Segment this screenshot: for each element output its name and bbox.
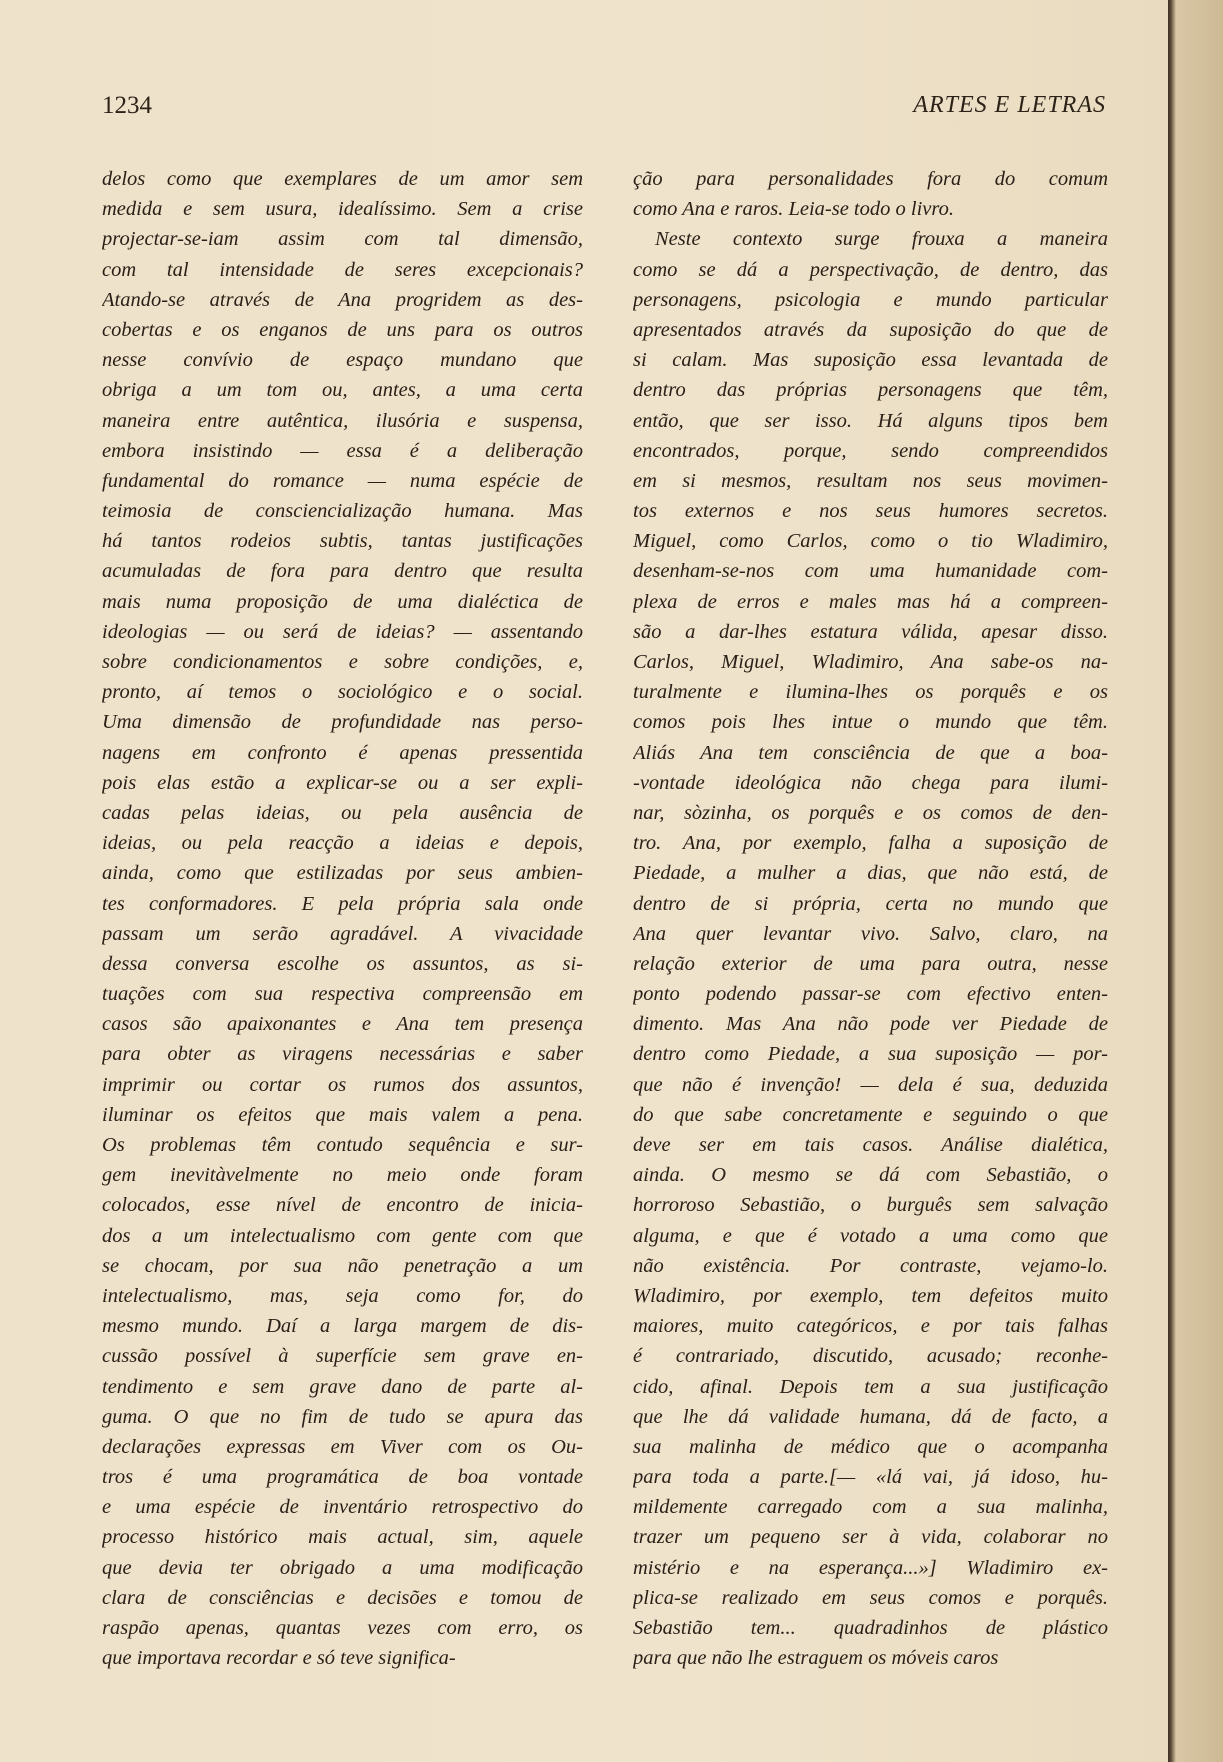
text-line: nagens em confronto é apenas pressentida [102, 741, 583, 764]
text-line: embora insistindo — essa é a deliberação [102, 439, 583, 462]
text-line: nar, sòzinha, os porquês e os comos de den- [633, 801, 1108, 824]
text-line: mais numa proposição de uma dialéctica de [102, 590, 583, 613]
text-line: dos a um intelectualismo com gente com que [102, 1224, 583, 1247]
text-line: projectar-se-iam assim com tal dimensão, [102, 228, 583, 251]
text-line: em si mesmos, resultam nos seus movimen- [633, 469, 1108, 492]
text-line: ideologias — ou será de ideias? — assentando [102, 620, 583, 643]
text-line: maneira entre autêntica, ilusória e suspensa, [102, 409, 583, 432]
text-line: não existência. Por contraste, vejamo-lo. [633, 1254, 1108, 1277]
text-line: clara de consciências e decisões e tomou de [102, 1586, 583, 1609]
text-line: declarações expressas em Viver com os Ou- [102, 1435, 583, 1458]
text-line: que lhe dá validade humana, dá de facto, a [633, 1405, 1108, 1428]
text-line: ideias, ou pela reacção a ideias e depois, [102, 832, 583, 855]
text-line: e uma espécie de inventário retrospectivo do [102, 1496, 583, 1519]
left-text-column [102, 164, 583, 1684]
text-line: mistério e na esperança...»] Wladimiro ex- [633, 1556, 1108, 1579]
text-line: delos como que exemplares de um amor sem [102, 168, 583, 190]
text-line: Aliás Ana tem consciência de que a boa- [633, 741, 1108, 764]
text-line: Neste contexto surge frouxa a maneira [655, 228, 1108, 251]
text-line: comos pois lhes intue o mundo que têm. [633, 711, 1108, 734]
text-line: mildemente carregado com a sua malinha, [633, 1496, 1108, 1519]
text-line: dentro das próprias personagens que têm, [633, 379, 1108, 402]
text-line: -vontade ideológica não chega para ilumi- [633, 771, 1108, 794]
text-line: maiores, muito categóricos, e por tais falhas [633, 1315, 1108, 1338]
text-line: como Ana e raros. Leia-se todo o livro. [633, 198, 954, 221]
text-line: iluminar os efeitos que mais valem a pena. [102, 1103, 583, 1126]
text-line: Piedade, a mulher a dias, que não está, de [633, 862, 1108, 885]
text-line: encontrados, porque, sendo compreendidos [633, 439, 1108, 462]
text-line: cido, afinal. Depois tem a sua justificação [633, 1375, 1108, 1398]
text-line: obriga a um tom ou, antes, a uma certa [102, 379, 583, 402]
text-line: para toda a parte.[— «lá vai, já idoso, hu- [633, 1466, 1108, 1489]
text-line: ainda. O mesmo se dá com Sebastião, o [633, 1164, 1108, 1187]
text-line: com tal intensidade de seres excepcionais? [102, 258, 583, 281]
right-text-column [633, 164, 1108, 1684]
page-header [102, 92, 1106, 126]
text-line: Atando-se através de Ana progridem as des- [102, 288, 583, 311]
text-line: para que não lhe estraguem os móveis caros [633, 1647, 999, 1670]
text-line: que devia ter obrigado a uma modificação [102, 1556, 583, 1579]
text-line: se chocam, por sua não penetração a um [102, 1254, 583, 1277]
text-line: tros é uma programática de boa vontade [102, 1466, 583, 1489]
text-line: tro. Ana, por exemplo, falha a suposição de [633, 832, 1108, 855]
text-line: apresentados através da suposição do que de [633, 318, 1108, 341]
text-line: deve ser em tais casos. Análise dialética, [633, 1134, 1108, 1156]
text-line: mesmo mundo. Daí a larga margem de dis- [102, 1315, 583, 1338]
running-title: ARTES E LETRAS [913, 92, 1106, 118]
text-line: ainda, como que estilizadas por seus ambien- [102, 862, 583, 885]
text-line: turalmente e ilumina-lhes os porquês e os [633, 681, 1108, 704]
text-line: Carlos, Miguel, Wladimiro, Ana sabe-os na- [633, 651, 1108, 673]
text-line: horroroso Sebastião, o burguês sem salvação [633, 1194, 1108, 1217]
text-line: que não é invenção! — dela é sua, deduzida [633, 1073, 1108, 1096]
text-line: Os problemas têm contudo sequência e sur- [102, 1134, 583, 1156]
text-line: dimento. Mas Ana não pode ver Piedade de [633, 1013, 1108, 1036]
text-line: é contrariado, discutido, acusado; reconhe- [633, 1345, 1108, 1368]
text-line: Ana quer levantar vivo. Salvo, claro, na [633, 922, 1108, 945]
text-line: sobre condicionamentos e sobre condições, e, [102, 651, 583, 673]
text-line: passam um serão agradável. A vivacidade [102, 922, 583, 945]
text-line: Wladimiro, por exemplo, tem defeitos muito [633, 1284, 1108, 1307]
text-line: Uma dimensão de profundidade nas perso- [102, 711, 583, 734]
text-line: gem inevitàvelmente no meio onde foram [102, 1164, 583, 1187]
text-line: então, que ser isso. Há alguns tipos bem [633, 409, 1108, 432]
text-line: trazer um pequeno ser à vida, colaborar no [633, 1526, 1108, 1549]
text-line: cadas pelas ideias, ou pela ausência de [102, 801, 583, 824]
text-line: do que sabe concretamente e seguindo o que [633, 1103, 1108, 1126]
text-line: cobertas e os enganos de uns para os outros [102, 318, 583, 341]
text-line: raspão apenas, quantas vezes com erro, os [102, 1617, 583, 1639]
text-line: como se dá a perspectivação, de dentro, das [633, 258, 1108, 281]
text-line: acumuladas de fora para dentro que resulta [102, 560, 583, 583]
text-line: casos são apaixonantes e Ana tem presença [102, 1013, 583, 1036]
text-line: alguma, e que é votado a uma como que [633, 1224, 1108, 1247]
text-line: tuações com sua respectiva compreensão em [102, 983, 583, 1006]
text-line: guma. O que no fim de tudo se apura das [102, 1405, 583, 1428]
text-line: medida e sem usura, idealíssimo. Sem a crise [102, 198, 583, 221]
text-line: pois elas estão a explicar-se ou a ser expli- [102, 771, 583, 794]
text-line: há tantos rodeios subtis, tantas justificações [102, 530, 583, 553]
text-line: dessa conversa escolhe os assuntos, as si- [102, 952, 583, 975]
page-number: 1234 [102, 92, 152, 119]
text-line: para obter as viragens necessárias e saber [102, 1043, 583, 1066]
text-line: dentro de si própria, certa no mundo que [633, 892, 1108, 915]
text-line: são a dar-lhes estatura válida, apesar disso. [633, 620, 1108, 643]
text-line: processo histórico mais actual, sim, aquele [102, 1526, 583, 1549]
text-line: tos externos e nos seus humores secretos. [633, 500, 1108, 523]
text-line: pronto, aí temos o sociológico e o social. [102, 681, 583, 704]
page-binding-edge [1168, 0, 1223, 1762]
text-line: ção para personalidades fora do comum [633, 168, 1108, 190]
text-line: plica-se realizado em seus comos e porquês. [633, 1586, 1108, 1609]
text-line: cussão possível à superfície sem grave en- [102, 1345, 583, 1368]
text-line: ponto podendo passar-se com efectivo enten- [633, 983, 1108, 1006]
text-line: teimosia de consciencialização humana. Mas [102, 500, 583, 523]
text-line: Miguel, como Carlos, como o tio Wladimiro, [633, 530, 1108, 553]
text-line: tendimento e sem grave dano de parte al- [102, 1375, 583, 1398]
text-line: intelectualismo, mas, seja como for, do [102, 1284, 583, 1307]
text-line: colocados, esse nível de encontro de inicia- [102, 1194, 583, 1217]
text-line: que importava recordar e só teve significa- [102, 1647, 456, 1670]
text-line: plexa de erros e males mas há a compreen- [633, 590, 1108, 613]
text-line: imprimir ou cortar os rumos dos assuntos, [102, 1073, 583, 1096]
text-line: Sebastião tem... quadradinhos de plástico [633, 1617, 1108, 1639]
text-line: fundamental do romance — numa espécie de [102, 469, 583, 492]
text-line: sua malinha de médico que o acompanha [633, 1435, 1108, 1458]
text-line: nesse convívio de espaço mundano que [102, 349, 583, 372]
text-line: relação exterior de uma para outra, nesse [633, 952, 1108, 975]
text-line: si calam. Mas suposição essa levantada de [633, 349, 1108, 372]
text-line: desenham-se-nos com uma humanidade com- [633, 560, 1108, 583]
text-line: personagens, psicologia e mundo particular [633, 288, 1108, 311]
text-line: dentro como Piedade, a sua suposição — por- [633, 1043, 1108, 1066]
text-line: tes conformadores. E pela própria sala onde [102, 892, 583, 915]
